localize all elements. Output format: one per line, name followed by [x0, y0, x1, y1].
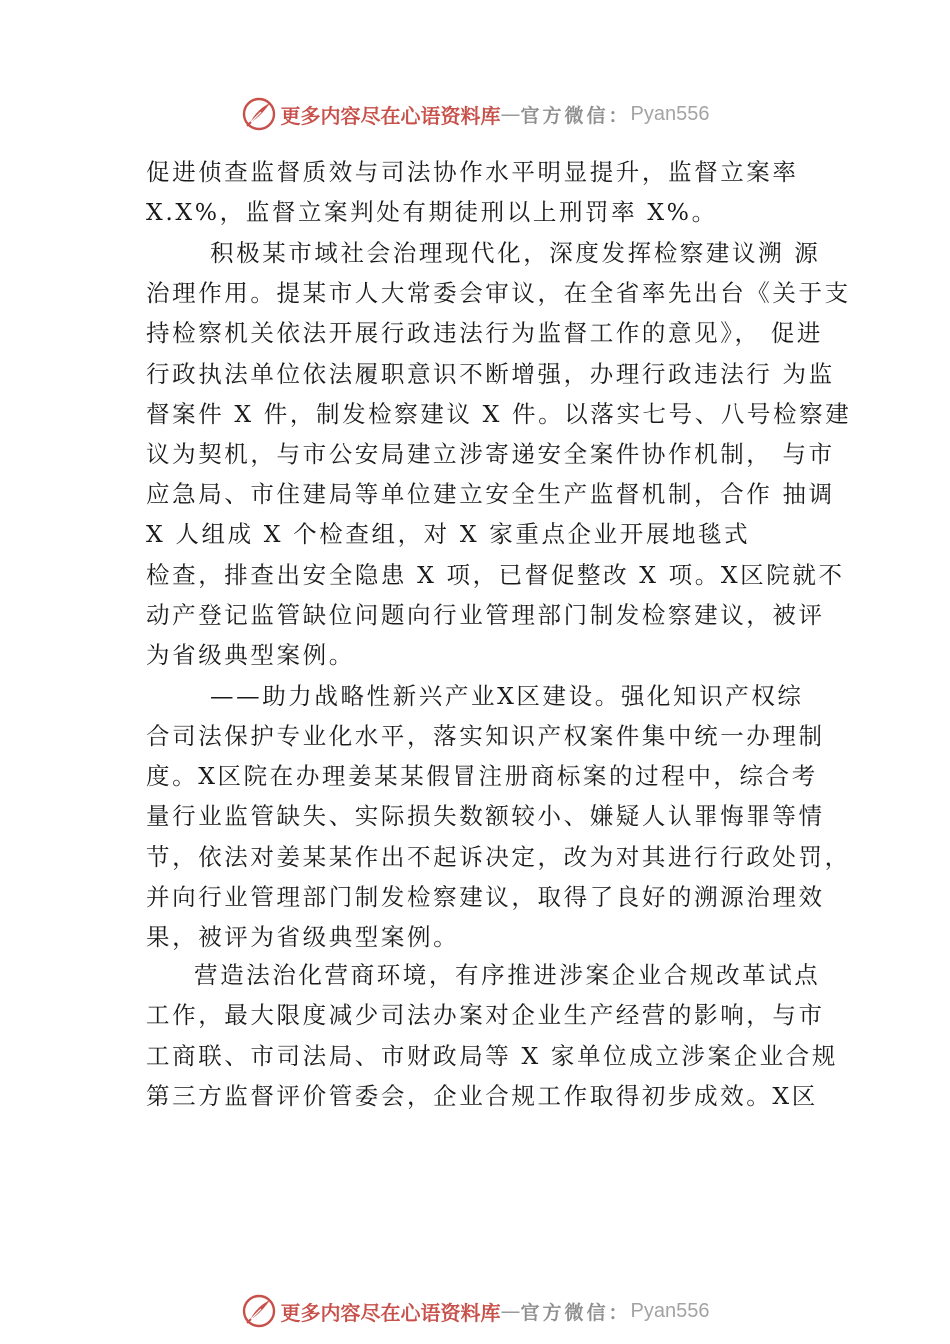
body-line: X 人组成 X 个检查组，对 X 家重点企业开展地毯式: [146, 520, 751, 548]
feather-pen-seal-icon: [241, 1293, 277, 1329]
body-line: 工商联、市司法局、市财政局等 X 家单位成立涉案企业合规: [146, 1042, 838, 1070]
body-line: 合司法保护专业化水平，落实知识产权案件集中统一办理制: [146, 722, 825, 750]
watermark-header: [0, 92, 950, 136]
paragraph-start-line: ——助力战略性新兴产业X区建设。强化知识产权综: [210, 682, 804, 710]
body-line: 持检察机关依法开展行政违法行为监督工作的意见》， 促进: [146, 319, 823, 347]
watermark-gray-text: 官方微信：: [520, 104, 631, 127]
body-line: 促进侦查监督质效与司法协作水平明显提升，监督立案率: [146, 158, 799, 186]
body-line: 并向行业管理部门制发检察建议，取得了良好的溯源治理效: [146, 883, 825, 911]
body-line: 动产登记监管缺位问题向行业管理部门制发检察建议，被评: [146, 601, 825, 629]
watermark-wechat-id: Pyan556: [630, 1299, 710, 1322]
body-line: 度。X区院在办理姜某某假冒注册商标案的过程中，综合考: [146, 762, 818, 790]
watermark-wechat-id: Pyan556: [630, 102, 710, 125]
body-line: 果，被评为省级典型案例。: [146, 923, 460, 951]
watermark-red-text: 更多内容尽在心语资料库: [280, 103, 501, 128]
paragraph-start-line: 积极某市域社会治理现代化，深度发挥检察建议溯 源: [210, 239, 821, 267]
watermark-gray-text: 官方微信：: [520, 1301, 631, 1324]
body-line: 行政执法单位依法履职意识不断增强，办理行政违法行 为监: [146, 360, 835, 388]
body-line: 量行业监管缺失、实际损失数额较小、嫌疑人认罪悔罪等情: [146, 802, 825, 830]
body-line: 工作，最大限度减少司法办案对企业生产经营的影响，与市: [146, 1001, 825, 1029]
body-line: 督案件 X 件，制发检察建议 X 件。以落实七号、八号检察建: [146, 400, 852, 428]
watermark-footer: [0, 1289, 950, 1333]
body-line: 节，依法对姜某某作出不起诉决定，改为对其进行行政处罚，: [146, 843, 851, 871]
watermark-separator: —: [500, 1299, 521, 1323]
feather-pen-seal-icon: [241, 96, 277, 132]
body-line: 议为契机，与市公安局建立涉寄递安全案件协作机制， 与市: [146, 440, 835, 468]
body-line: 检查，排查出安全隐患 X 项，已督促整改 X 项。X区院就不: [146, 561, 845, 589]
body-line: 应急局、市住建局等单位建立安全生产监督机制，合作 抽调: [146, 480, 835, 508]
body-line: 治理作用。提某市人大常委会审议，在全省率先出台《关于支: [146, 279, 851, 307]
watermark-red-text: 更多内容尽在心语资料库: [280, 1300, 501, 1325]
body-line: 第三方监督评价管委会，企业合规工作取得初步成效。X区: [146, 1082, 818, 1110]
paragraph-start-line: 营造法治化营商环境，有序推进涉案企业合规改革试点: [194, 961, 821, 989]
body-line: X.X%，监督立案判处有期徒刑以上刑罚率 X%。: [146, 198, 718, 226]
body-line: 为省级典型案例。: [146, 641, 355, 669]
watermark-separator: —: [500, 102, 521, 126]
